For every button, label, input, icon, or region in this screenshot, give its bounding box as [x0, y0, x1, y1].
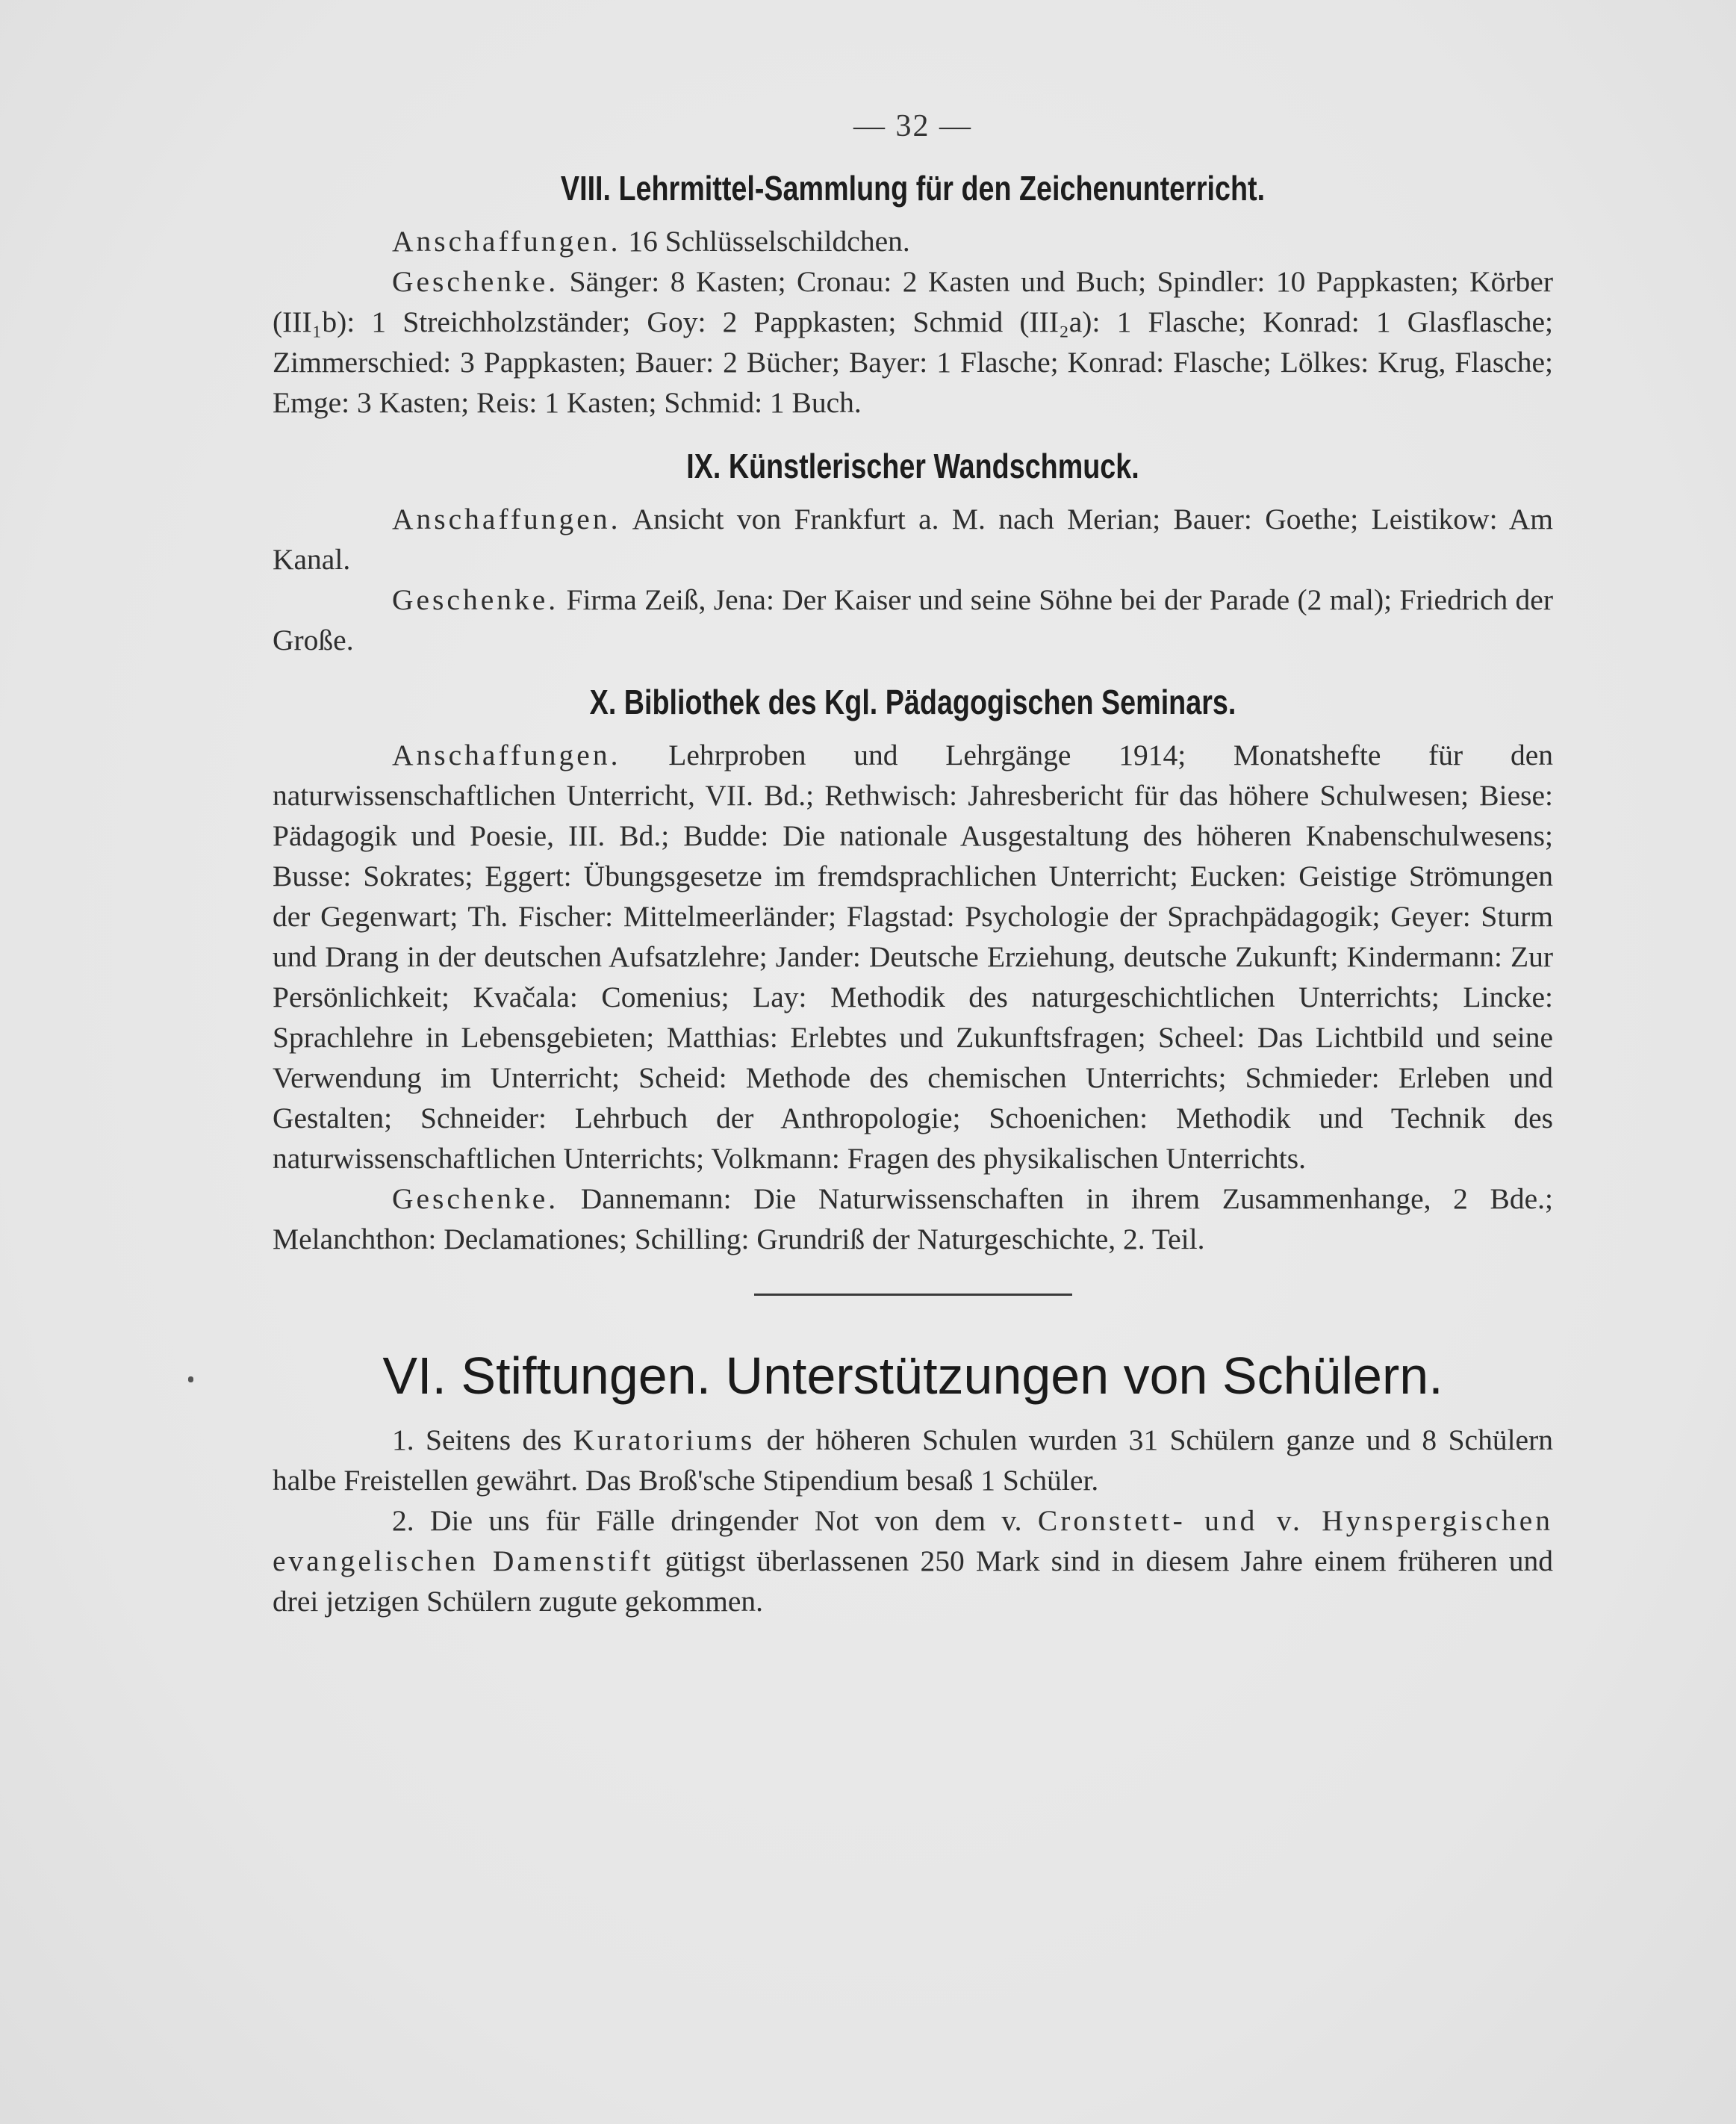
label-acquisitions: Anschaffungen. [392, 503, 621, 535]
ink-speck [188, 1376, 193, 1382]
paragraph-x-gifts [273, 1179, 1553, 1259]
text-gifts: Dannemann: Die Naturwissenschaften in ihrem Zusammenhange, 2 Bde.; Melanchthon: Declamationes; Schilling: Grundriß der Naturgeschichte, 2. Teil. [273, 1182, 1553, 1255]
section-heading-viii: VIII. Lehrmittel-Sammlung für den Zeichenunterricht. [560, 169, 1266, 208]
paragraph-viii-acquisitions [273, 221, 1553, 261]
chapter-paragraph-1 [273, 1420, 1553, 1500]
text-acquisitions: Lehrproben und Lehrgänge 1914; Monatshefte für den naturwissenschaftlichen Unterricht, VII. Bd.; Rethwisch: Jahresbericht für das höhere Schulwesen; Biese: Pädagogik und Poesie, III. Bd.; Budde: Die nationale Ausgestaltung des höheren Knabenschulwesens; Busse: Sokrates; Eggert: Übungsgesetze im fremdsprachlichen Unterricht; Eucken: Geistige Strömungen der Gegenwart; Th. Fischer: Mittelmeerländer; Flagstad: Psychologie der Sprachpädagogik; Geyer: Sturm und Drang in der deutschen Aufsatzlehre; Jander: Deutsche Erziehung, deutsche Zukunft; Kindermann: Zur Persönlichkeit; Kvačala: Comenius; Lay: Methodik des naturgeschichtlichen Unterrichts; Lincke: Sprachlehre in Lebensgebieten; Matthias: Erlebtes und Zukunftsfragen; Scheel: Das Lichtbild und seine Verwendung im Unterricht; Scheid: Methode des chemischen Unterrichts; Schmieder: Erleben und Gestalten; Schneider: Lehrbuch der Anthropologie; Schoenichen: Methodik und Technik des naturwissenschaftlichen Unterrichts; Volkmann: Fragen des physikalischen Unterrichts. [273, 739, 1553, 1175]
paragraph-viii-gifts [273, 261, 1553, 423]
section-heading-x: X. Bibliothek des Kgl. Pädagogischen Seminars. [589, 683, 1236, 721]
label-acquisitions: Anschaffungen. [392, 739, 621, 771]
chapter-p2-start: 2. Die uns für Fälle dringender Not von dem v. [392, 1504, 1038, 1537]
text-acquisitions: Ansicht von Frankfurt a. M. nach Merian; Bauer: Goethe; Leistikow: Am Kanal. [273, 503, 1553, 576]
chapter-p1-spaced: Kuratoriums [573, 1423, 756, 1456]
label-gifts: Geschenke. [392, 583, 559, 616]
paragraph-ix-acquisitions [273, 499, 1553, 580]
chapter-p2-end: gütigst überlassenen 250 Mark sind in diesem Jahre einem früheren und drei jetzigen Schülern zugute gekommen. [273, 1544, 1553, 1618]
chapter-paragraph-2 [273, 1500, 1553, 1621]
paragraph-x-acquisitions [273, 735, 1553, 1179]
chapter-p1-start: 1. Seitens des [392, 1423, 573, 1456]
label-gifts: Geschenke. [392, 265, 559, 298]
chapter-p1-end: der höheren Schulen wurden 31 Schülern ganze und 8 Schülern halbe Freistellen gewährt. Das Broß'sche Stipendium besaß 1 Schüler. [273, 1423, 1553, 1497]
label-gifts: Geschenke. [392, 1182, 559, 1215]
chapter-p2-spaced: Cronstett- und v. Hynspergischen evangelischen Damenstift [273, 1504, 1553, 1577]
paragraph-ix-gifts [273, 580, 1553, 660]
chapter-heading: VI. Stiftungen. Unterstützungen von Schülern. [382, 1347, 1443, 1405]
page-content [273, 103, 1553, 1621]
label-acquisitions: Anschaffungen. [392, 225, 621, 258]
section-heading-ix: IX. Künstlerischer Wandschmuck. [686, 447, 1139, 485]
text-acquisitions: 16 Schlüsselschildchen. [620, 225, 910, 258]
text-gifts: Sänger: 8 Kasten; Cronau: 2 Kasten und Buch; Spindler: 10 Pappkasten; Körber (III₁b): 1 Streichholzständer; Goy: 2 Pappkasten; Schmid (III₂a): 1 Flasche; Konrad: 1 Glasflasche; Zimmerschied: 3 Pappkasten; Bauer: 2 Bücher; Bayer: 1 Flasche; Konrad: Flasche; Lölkes: Krug, Flasche; Emge: 3 Kasten; Reis: 1 Kasten; Schmid: 1 Buch. [273, 265, 1553, 419]
text-gifts: Firma Zeiß, Jena: Der Kaiser und seine Söhne bei der Parade (2 mal); Friedrich der Große. [273, 583, 1553, 656]
section-divider [754, 1294, 1072, 1296]
page-number: — 32 — [853, 109, 972, 143]
